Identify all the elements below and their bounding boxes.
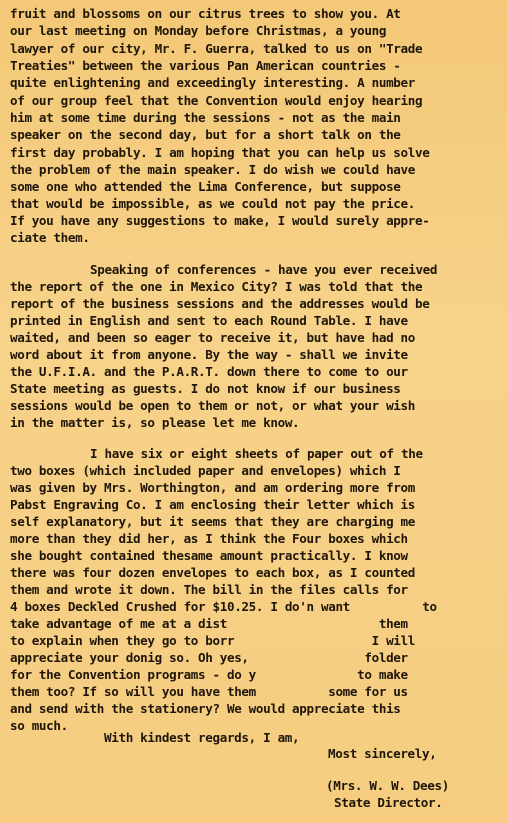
letter-line: Speaking of conferences - have you ever received	[90, 262, 438, 277]
letter-line: word about it from anyone. By the way - shall we invite	[10, 347, 408, 362]
letter-line: first day probably. I am hoping that you can help us solve	[10, 145, 430, 160]
letter-line: take advantage of me at a dist them	[10, 616, 408, 631]
letter-line: so much.	[10, 718, 68, 733]
letter-line: there was four dozen envelopes to each box, as I counted	[10, 565, 415, 580]
letter-line: the problem of the main speaker. I do wish we could have	[10, 162, 415, 177]
letter-line: Treaties" between the various Pan American countries -	[10, 58, 401, 73]
letter-line: speaker on the second day, but for a short talk on the	[10, 127, 401, 142]
letter-line: fruit and blossoms on our citrus trees to show you. At	[10, 6, 401, 21]
letter-line: them too? If so will you have them some for us	[10, 684, 408, 699]
letter-line: them and wrote it down. The bill in the files calls for	[10, 582, 408, 597]
letter-line: If you have any suggestions to make, I would surely appre-	[10, 213, 430, 228]
letter-line: the U.F.I.A. and the P.A.R.T. down there to come to our	[10, 364, 408, 379]
signature-title: State Director.	[334, 795, 443, 810]
letter-line: for the Convention programs - do y to make	[10, 667, 408, 682]
letter-line: some one who attended the Lima Conference, but suppose	[10, 179, 401, 194]
letter-line: she bought contained thesame amount practically. I know	[10, 548, 408, 563]
signature-name: (Mrs. W. W. Dees)	[326, 778, 449, 793]
letter-line: I have six or eight sheets of paper out of the	[90, 446, 423, 461]
letter-line: and send with the stationery? We would appreciate this	[10, 701, 401, 716]
letter-line: our last meeting on Monday before Christmas, a young	[10, 23, 387, 38]
letter-line: him at some time during the sessions - not as the main	[10, 110, 401, 125]
letter-line: printed in English and sent to each Round Table. I have	[10, 313, 408, 328]
letter-line: lawyer of our city, Mr. F. Guerra, talked to us on "Trade	[10, 41, 423, 56]
letter-line: 4 boxes Deckled Crushed for $10.25. I do'n want to	[10, 599, 437, 614]
letter-line: of our group feel that the Convention would enjoy hearing	[10, 93, 423, 108]
valediction: Most sincerely,	[328, 746, 437, 761]
letter-line: self explanatory, but it seems that they are charging me	[10, 514, 415, 529]
letter-line: quite enlightening and exceedingly interesting. A number	[10, 75, 415, 90]
letter-line: appreciate your donig so. Oh yes, folder	[10, 650, 408, 665]
letter-line: sessions would be open to them or not, or what your wish	[10, 398, 415, 413]
letter-line: in the matter is, so please let me know.	[10, 415, 300, 430]
letter-line: more than they did her, as I think the Four boxes which	[10, 531, 408, 546]
letter-line: to explain when they go to borr I will	[10, 633, 415, 648]
letter-line: ciate them.	[10, 230, 90, 245]
letter-line: waited, and been so eager to receive it, but have had no	[10, 330, 415, 345]
letter-line: report of the business sessions and the addresses would be	[10, 296, 430, 311]
closing-line: With kindest regards, I am,	[104, 730, 300, 745]
letter-line: State meeting as guests. I do not know if our business	[10, 381, 401, 396]
letter-line: that would be impossible, as we could not pay the price.	[10, 196, 415, 211]
letter-line: two boxes (which included paper and envelopes) which I	[10, 463, 401, 478]
letter-line: the report of the one in Mexico City? I was told that the	[10, 279, 423, 294]
letter-line: Pabst Engraving Co. I am enclosing their letter which is	[10, 497, 415, 512]
letter-line: was given by Mrs. Worthington, and am ordering more from	[10, 480, 415, 495]
